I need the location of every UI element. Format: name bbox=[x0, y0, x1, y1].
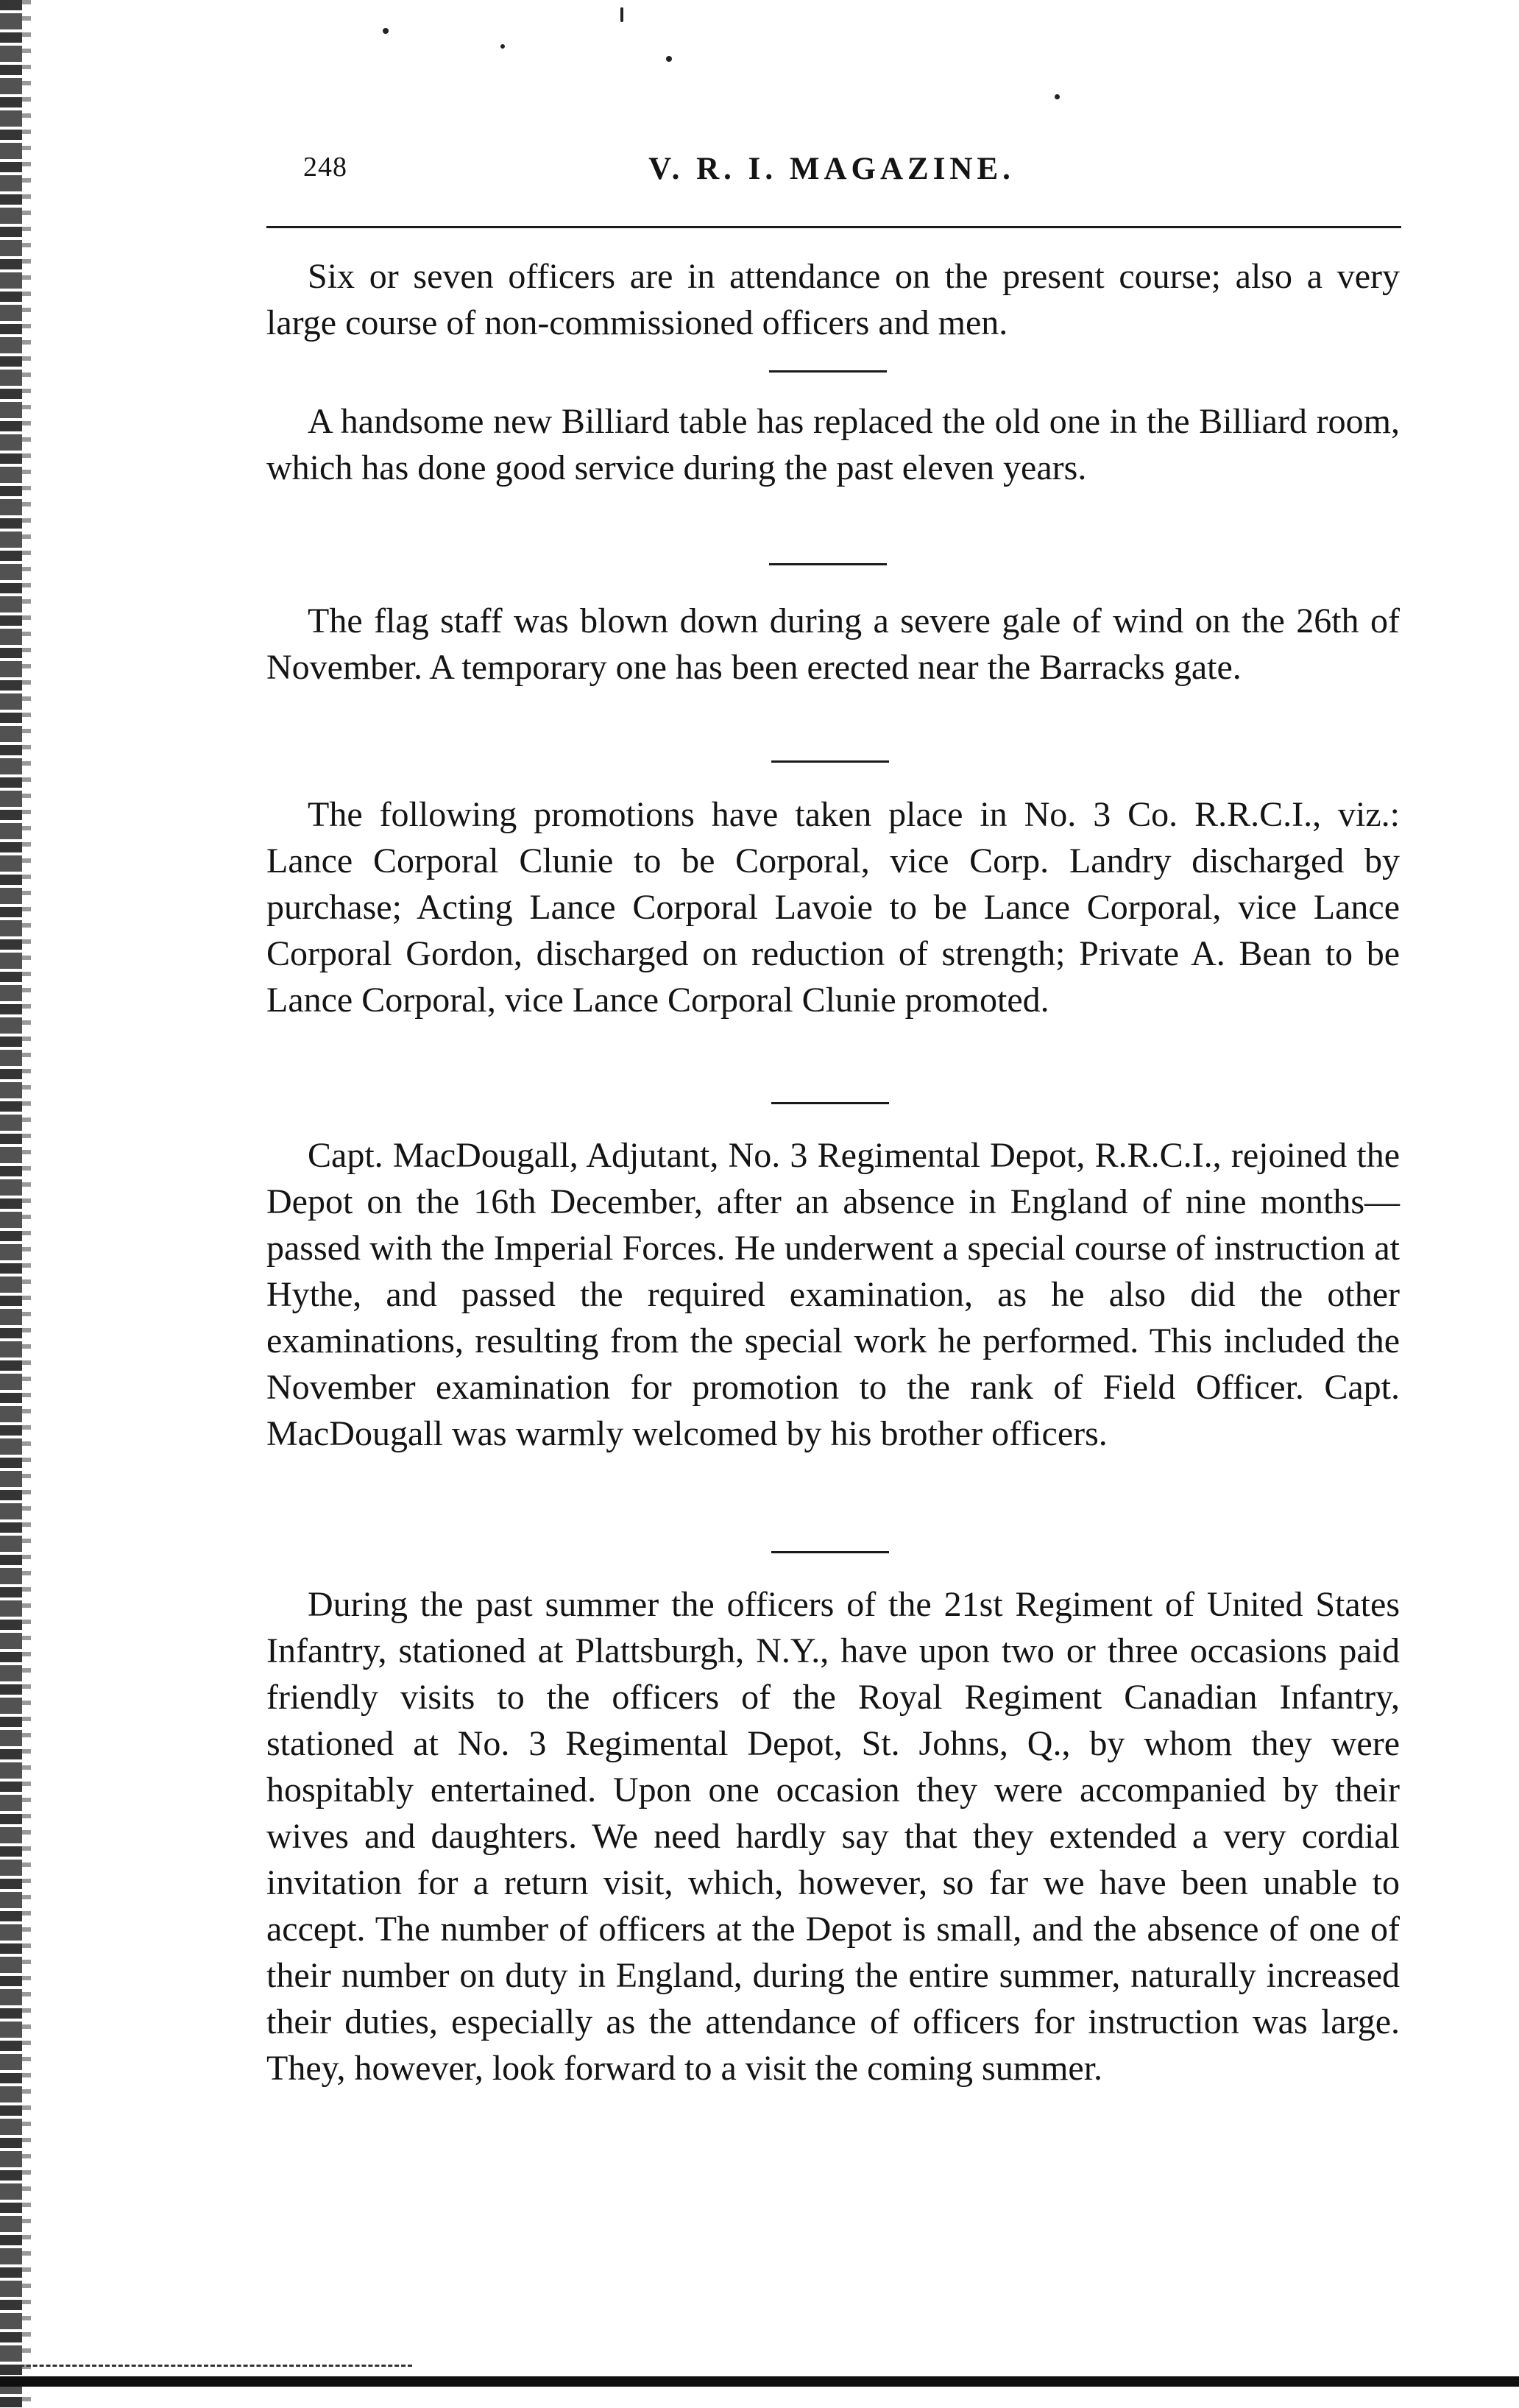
section-separator bbox=[769, 563, 887, 565]
section-separator bbox=[771, 1102, 889, 1104]
magazine-title: V. R. I. MAGAZINE. bbox=[648, 152, 1015, 186]
scan-speck bbox=[500, 44, 505, 49]
bottom-border-rule bbox=[0, 2376, 1519, 2387]
scan-speck bbox=[1055, 94, 1060, 99]
section-separator bbox=[771, 1551, 889, 1553]
paragraph-flag-staff: The flag staff was blown down during a severe gale of wind on the 26th of November. A temporary one has been erected near the Barracks gate. bbox=[266, 601, 1400, 687]
header-rule bbox=[266, 226, 1401, 228]
page-number: 248 bbox=[303, 152, 347, 183]
running-head bbox=[265, 151, 1398, 202]
section-separator bbox=[771, 760, 889, 763]
paragraph-officers-course: Six or seven officers are in attendance on the present course; also a very large course of non-commissioned officers and men. bbox=[266, 257, 1400, 342]
paragraph-billiard-table: A handsome new Billiard table has replaced the old one in the Billiard room, which has done good service during the past eleven years. bbox=[266, 402, 1400, 487]
paragraph-capt-macdougall: Capt. MacDougall, Adjutant, No. 3 Regimental Depot, R.R.C.I., rejoined the Depot on the 16th December, after an absence in England of nine months—passed with the Imperial Forces. He underwent a special course of instruction at Hythe, and passed the required examination, as he also did the other examinations, resulting from the special work he performed. This included the November examination for promotion to the rank of Field Officer. Capt. MacDougall was warmly welcomed by his brother officers. bbox=[266, 1136, 1400, 1453]
paragraph-promotions: The following promotions have taken place in No. 3 Co. R.R.C.I., viz.: Lance Corporal Clunie to be Corporal, vice Corp. Landry discharged by purchase; Acting Lance Corporal Lavoie to be Lance Corporal, vice Lance Corporal Gordon, discharged on reduction of strength; Private A. Bean to be Lance Corporal, vice Lance Corporal Clunie promoted. bbox=[266, 795, 1400, 1020]
scan-binding-shadow bbox=[22, 0, 31, 2408]
scan-speck bbox=[620, 7, 623, 22]
scan-speck bbox=[666, 56, 672, 62]
scan-speck bbox=[383, 28, 389, 34]
section-separator bbox=[769, 370, 887, 373]
paragraph-us-infantry-visits: During the past summer the officers of the 21st Regiment of United States Infantry, stationed at Plattsburgh, N.Y., have upon two or three occasions paid friendly visits to the officers of the Royal Regiment Canadian Infantry, stationed at No. 3 Regimental Depot, St. Johns, Q., by whom they were hospitably entertained. Upon one occasion they were accompanied by their wives and daughters. We need hardly say that they extended a very cordial invitation for a return visit, which, however, so far we have been unable to accept. The number of officers at the Depot is small, and the absence of one of their number on duty in England, during the entire summer, naturally increased their duties, especially as the attendance of officers for instruction was large. They, however, look forward to a visit the coming summer. bbox=[266, 1585, 1400, 2088]
scan-binding-edge bbox=[0, 0, 22, 2408]
bottom-dashed-rule bbox=[0, 2365, 412, 2367]
